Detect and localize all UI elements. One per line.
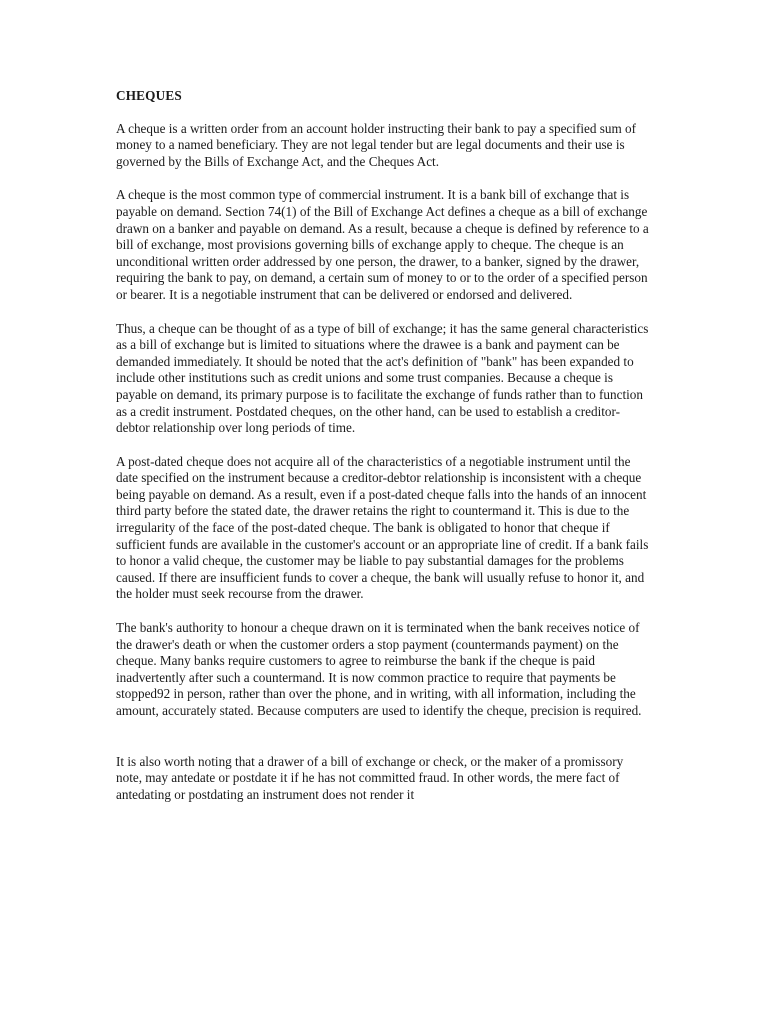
document-body [116,88,650,820]
paragraph-3: Thus, a cheque can be thought of as a type of bill of exchange; it has the same general characteristics as a bill of exchange but is limited to situations where the drawee is a bank and payment can be demanded immediately. It should be noted that the act's definition of "bank" has been expanded to include other institutions such as credit unions and some trust companies. Because a cheque is payable on demand, its primary purpose is to facilitate the exchange of funds rather than to function as a credit instrument. Postdated cheques, on the other hand, can be used to establish a creditor-debtor relationship over long periods of time. [116,320,649,436]
paragraph-2: A cheque is the most common type of commercial instrument. It is a bank bill of exchange that is payable on demand. Section 74(1) of the Bill of Exchange Act defines a cheque as a bill of exchange drawn on a banker and payable on demand. As a result, because a cheque is defined by reference to a bill of exchange, most provisions governing bills of exchange apply to cheque. The cheque is an unconditional written order addressed by one person, the drawer, to a banker, signed by the drawer, requiring the bank to pay, on demand, a certain sum of money to or to the order of a specified person or bearer. It is a negotiable instrument that can be delivered or endorsed and delivered. [116,187,649,302]
paragraph-1: A cheque is a written order from an account holder instructing their bank to pay a specified sum of money to a named beneficiary. They are not legal tender but are legal documents and their use is governed by the Bills of Exchange Act, and the Cheques Act. [116,120,637,169]
paragraph-6: It is also worth noting that a drawer of a bill of exchange or check, or the maker of a promissory note, may antedate or postdate it if he has not committed fraud. In other words, the mere fact of antedating or postdating an instrument does not render it [116,753,624,802]
paragraph-4: A post-dated cheque does not acquire all of the characteristics of a negotiable instrument until the date specified on the instrument because a creditor-debtor relationship is inconsistent with a cheque being payable on demand. As a result, even if a post-dated cheque falls into the hands of an innocent third party before the stated date, the drawer retains the right to countermand it. This is due to the irregularity of the face of the post-dated cheque. The bank is obligated to honor that cheque if sufficient funds are available in the customer's account or an appropriate line of credit. If a bank fails to honor a valid cheque, the customer may be liable to pay substantial damages for the problems caused. If there are insufficient funds to cover a cheque, the bank will usually refuse to honor it, and the holder must seek recourse from the drawer. [116,453,649,602]
document-title: CHEQUES [116,88,182,103]
paragraph-5: The bank's authority to honour a cheque drawn on it is terminated when the bank receives notice of the drawer's death or when the customer orders a stop payment (countermands payment) on the cheque. Many banks require customers to agree to reimburse the bank if the cheque is paid inadvertently after such a countermand. It is now common practice to require that payments be stopped92 in person, rather than over the phone, and in writing, with all information, including the amount, accurately stated. Because computers are used to identify the cheque, precision is required. [116,620,642,718]
